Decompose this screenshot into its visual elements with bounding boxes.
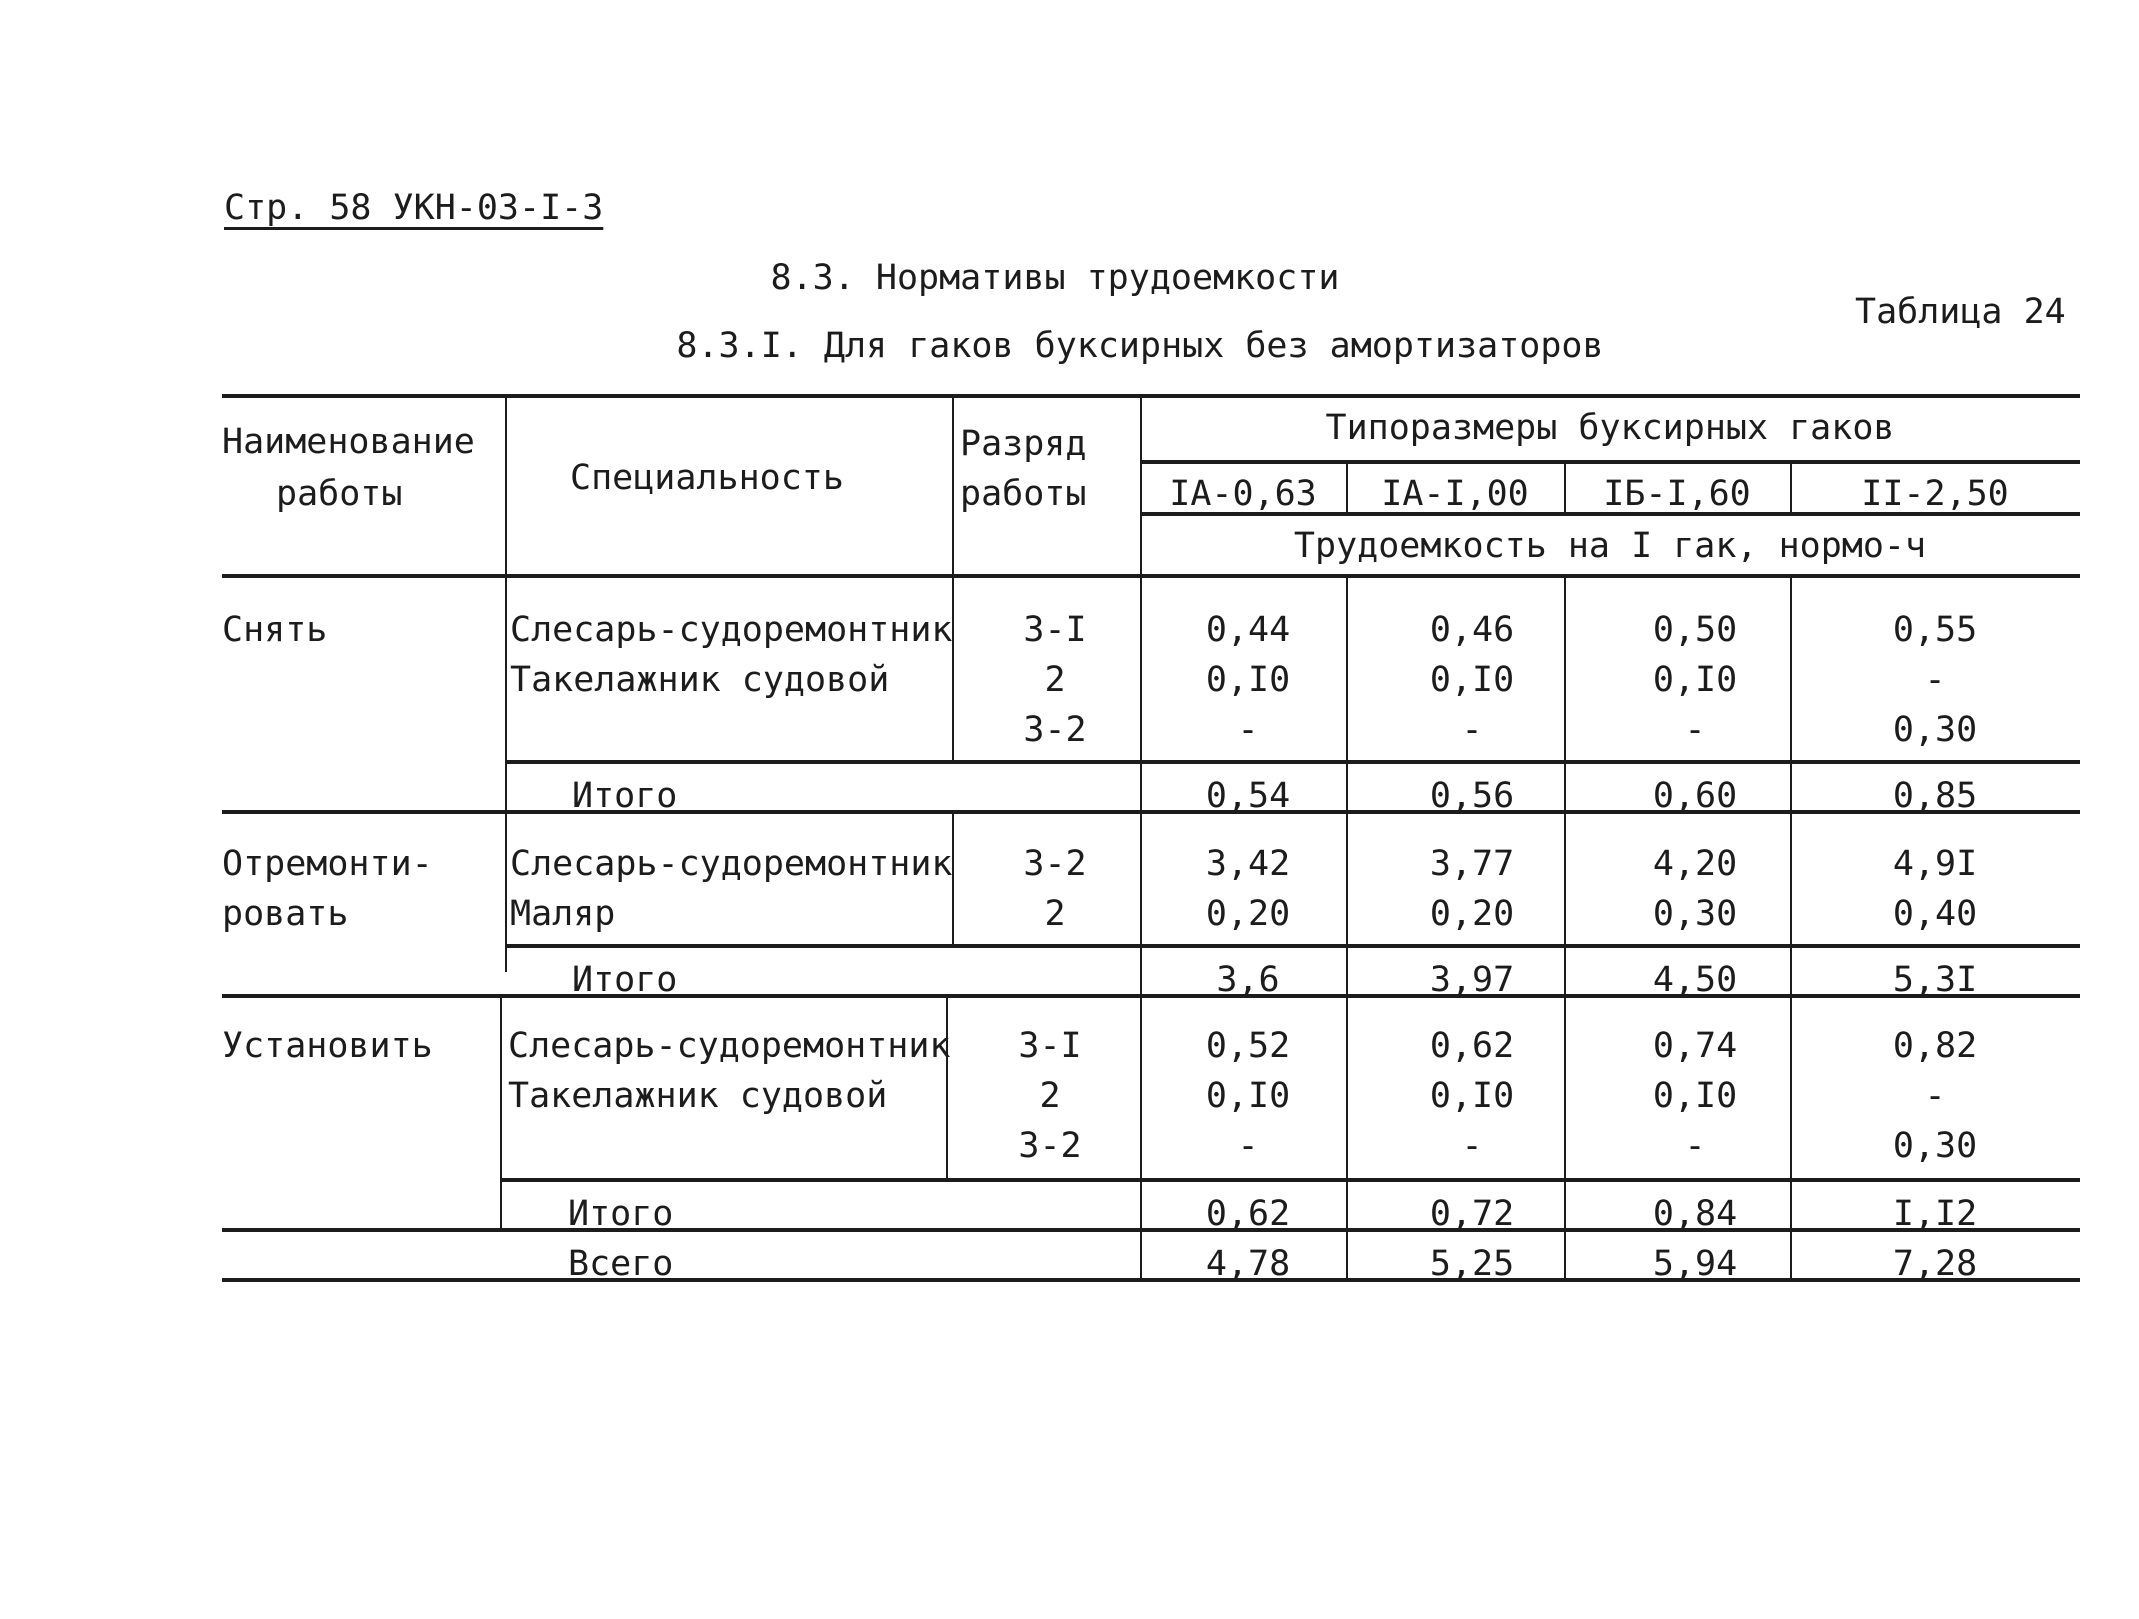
value-cell: - <box>1924 1076 1946 1116</box>
group-name: Установить <box>222 1026 433 1066</box>
col-header-specialty: Специальность <box>570 458 844 498</box>
vline-specialty-a <box>952 394 954 760</box>
section-title: 8.3. Нормативы трудоемкости <box>770 258 1340 298</box>
value-cell: - <box>1684 710 1706 750</box>
specialty-cell: Слесарь-судоремонтник <box>510 610 953 650</box>
value-cell: 0,I0 <box>1652 1076 1738 1116</box>
grade-cell: 3-I <box>1018 1026 1082 1066</box>
grade-cell: 2 <box>1044 660 1066 700</box>
total-cell: 3,97 <box>1429 960 1515 1000</box>
specialty-cell: Маляр <box>510 894 616 934</box>
grade-cell: 3-2 <box>1023 844 1087 884</box>
value-cell: 0,I0 <box>1205 660 1291 700</box>
col-header-size-4: II-2,50 <box>1861 474 2009 514</box>
grand-total-cell: 5,25 <box>1429 1244 1515 1284</box>
grade-cell: 2 <box>1039 1076 1061 1116</box>
value-cell: 0,I0 <box>1652 660 1738 700</box>
value-cell: 0,I0 <box>1429 1076 1515 1116</box>
vline-size-1 <box>1346 574 1348 1278</box>
rule-group-1 <box>222 810 2080 814</box>
value-cell: 0,30 <box>1892 710 1978 750</box>
value-cell: 0,20 <box>1205 894 1291 934</box>
value-cell: 0,82 <box>1892 1026 1978 1066</box>
total-cell: 5,3I <box>1892 960 1978 1000</box>
value-cell: - <box>1237 710 1259 750</box>
rule-header-bottom <box>222 574 2080 578</box>
rule-total-2 <box>505 944 2080 948</box>
value-cell: 0,55 <box>1892 610 1978 650</box>
rule-total-1 <box>505 760 2080 764</box>
grand-total-cell: 4,78 <box>1205 1244 1291 1284</box>
col-header-grade-2: работы <box>960 474 1087 514</box>
total-cell: 0,54 <box>1205 776 1291 816</box>
group-name: Снять <box>222 610 328 650</box>
grand-total-cell: 5,94 <box>1652 1244 1738 1284</box>
specialty-cell: Слесарь-судоремонтник <box>508 1026 951 1066</box>
value-cell: - <box>1684 1126 1706 1166</box>
total-label: Итого <box>572 776 678 816</box>
col-header-grade-1: Разряд <box>960 424 1087 464</box>
col-header-size-2: IA-I,00 <box>1381 474 1529 514</box>
rule-group-3 <box>222 1228 2080 1232</box>
total-cell: 0,85 <box>1892 776 1978 816</box>
value-cell: - <box>1461 1126 1483 1166</box>
table-label: Таблица 24 <box>1855 292 2066 332</box>
total-cell: I,I2 <box>1892 1194 1978 1234</box>
value-cell: 0,44 <box>1205 610 1291 650</box>
page-reference: Стр. 58 УКН-03-I-3 <box>224 188 604 228</box>
value-cell: 0,62 <box>1429 1026 1515 1066</box>
rule-bottom <box>222 1278 2080 1282</box>
value-cell: 0,74 <box>1652 1026 1738 1066</box>
value-cell: 0,50 <box>1652 610 1738 650</box>
col-header-sizes-title: Типоразмеры буксирных гаков <box>1325 408 1895 448</box>
rule-sizes-title <box>1140 460 2080 464</box>
total-cell: 0,62 <box>1205 1194 1291 1234</box>
grand-total-label: Всего <box>568 1244 674 1284</box>
value-cell: 4,20 <box>1652 844 1738 884</box>
grade-cell: 2 <box>1044 894 1066 934</box>
grade-cell: 3-2 <box>1023 710 1087 750</box>
value-cell: 3,77 <box>1429 844 1515 884</box>
total-cell: 4,50 <box>1652 960 1738 1000</box>
total-label: Итого <box>572 960 678 1000</box>
total-label: Итого <box>568 1194 674 1234</box>
value-cell: - <box>1461 710 1483 750</box>
col-header-size-3: IБ-I,60 <box>1603 474 1751 514</box>
total-cell: 0,72 <box>1429 1194 1515 1234</box>
value-cell: 0,52 <box>1205 1026 1291 1066</box>
grand-total-cell: 7,28 <box>1892 1244 1978 1284</box>
vline-size-1-head <box>1346 460 1348 512</box>
value-cell: 0,30 <box>1892 1126 1978 1166</box>
vline-specialty-c <box>946 994 948 1178</box>
rule-top <box>222 394 2080 398</box>
grade-cell: 3-I <box>1023 610 1087 650</box>
total-cell: 0,60 <box>1652 776 1738 816</box>
rule-total-3 <box>500 1178 2080 1182</box>
vline-name-3 <box>500 994 502 1228</box>
total-cell: 0,84 <box>1652 1194 1738 1234</box>
grade-cell: 3-2 <box>1018 1126 1082 1166</box>
col-header-unit: Трудоемкость на I гак, нормо-ч <box>1293 526 1927 566</box>
value-cell: 3,42 <box>1205 844 1291 884</box>
specialty-cell: Слесарь-судоремонтник <box>510 844 953 884</box>
value-cell: - <box>1924 660 1946 700</box>
value-cell: 0,20 <box>1429 894 1515 934</box>
value-cell: 0,I0 <box>1205 1076 1291 1116</box>
vline-size-3 <box>1790 574 1792 1278</box>
value-cell: 0,46 <box>1429 610 1515 650</box>
group-name: Отремонти- <box>222 844 433 884</box>
value-cell: 4,9I <box>1892 844 1978 884</box>
col-header-work-2: работы <box>276 474 403 514</box>
value-cell: 0,30 <box>1652 894 1738 934</box>
vline-size-2 <box>1564 574 1566 1278</box>
col-header-work-1: Наименование <box>222 422 475 462</box>
value-cell: 0,I0 <box>1429 660 1515 700</box>
group-name: ровать <box>222 894 349 934</box>
specialty-cell: Такелажник судовой <box>508 1076 888 1116</box>
vline-size-3-head <box>1790 460 1792 512</box>
vline-name <box>505 394 507 972</box>
subsection-title: 8.3.I. Для гаков буксирных без амортизаторов <box>676 326 1604 366</box>
vline-size-2-head <box>1564 460 1566 512</box>
total-cell: 0,56 <box>1429 776 1515 816</box>
specialty-cell: Такелажник судовой <box>510 660 890 700</box>
col-header-size-1: IA-0,63 <box>1169 474 1317 514</box>
total-cell: 3,6 <box>1216 960 1280 1000</box>
value-cell: 0,40 <box>1892 894 1978 934</box>
value-cell: - <box>1237 1126 1259 1166</box>
vline-grade <box>1140 394 1142 1278</box>
